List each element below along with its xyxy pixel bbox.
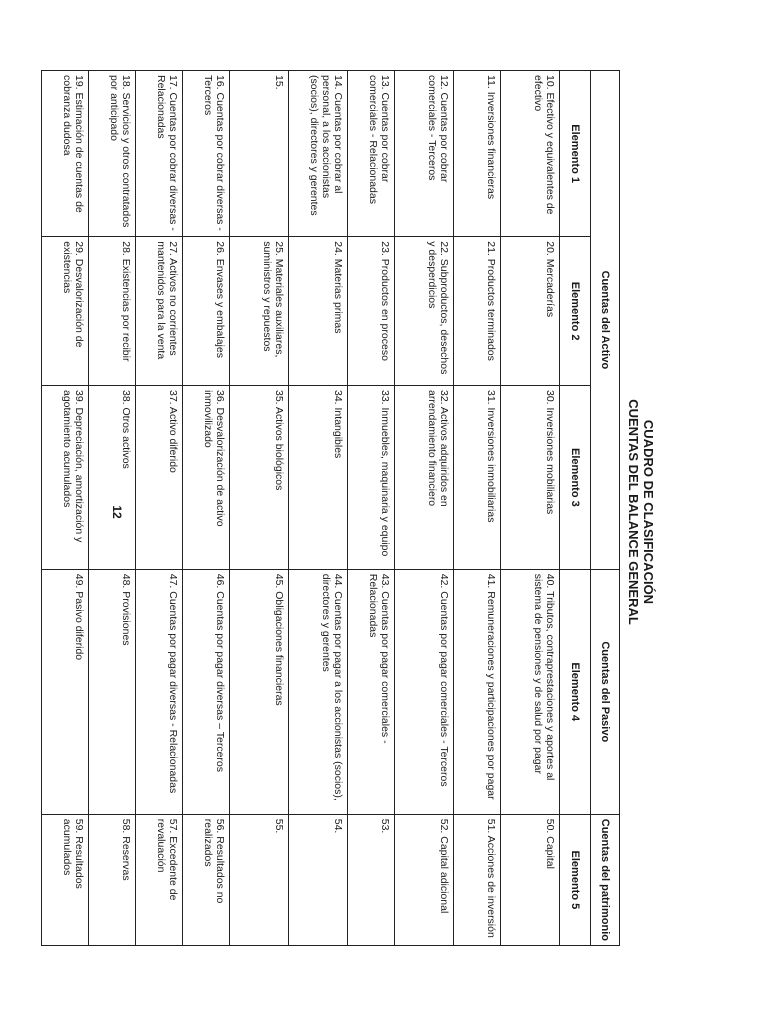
- table-cell: 22. Subproductos, desechos y desperdicios: [395, 237, 454, 386]
- table-cell: 27. Activos no corrientes mantenidos para la venta: [136, 237, 183, 386]
- table-cell: 33. Inmuebles, maquinaria y equipo: [348, 386, 395, 570]
- table-row: [183, 71, 230, 946]
- table-cell: 29. Desvalorización de existencias: [42, 237, 89, 386]
- table-cell: 10. Efectivo y equivalentes de efectivo: [501, 71, 560, 237]
- table-cell: 56. Resultados no realizados: [183, 814, 230, 945]
- element-header-row: [560, 71, 591, 946]
- table-cell: 17. Cuentas por cobrar diversas - Relacionadas: [136, 71, 183, 237]
- table-cell: 48. Provisiones: [89, 569, 136, 814]
- table-cell: 57. Excedente de revaluación: [136, 814, 183, 945]
- table-cell: 47. Cuentas por pagar diversas - Relacionadas: [136, 569, 183, 814]
- element-5-header: Elemento 5: [560, 814, 591, 945]
- group-activo: Cuentas del Activo: [591, 71, 620, 570]
- table-cell: 59. Resultados acumulados: [42, 814, 89, 945]
- table-cell: 43. Cuentas por pagar comerciales - Relacionadas: [348, 569, 395, 814]
- table-cell: 32. Activos adquiridos en arrendamiento financiero: [395, 386, 454, 570]
- table-cell: 42. Cuentas por pagar comerciales - Terceros: [395, 569, 454, 814]
- table-row: [289, 71, 348, 946]
- element-4-header: Elemento 4: [560, 569, 591, 814]
- table-cell: 49. Pasivo diferido: [42, 569, 89, 814]
- table-cell: 19. Estimación de cuentas de cobranza dudosa: [42, 71, 89, 237]
- table-cell: 51. Acciones de inversión: [454, 814, 501, 945]
- table-cell: 35. Activos biológicos: [230, 386, 289, 570]
- element-3-header: Elemento 3: [560, 386, 591, 570]
- table-cell: 55.: [230, 814, 289, 945]
- table-cell: 53.: [348, 814, 395, 945]
- table-row: [395, 71, 454, 946]
- document-title: [626, 62, 656, 962]
- table-row: [501, 71, 560, 946]
- table-row: [454, 71, 501, 946]
- group-pasivo: Cuentas del Pasivo: [591, 569, 620, 814]
- title-line-2: CUENTAS DEL BALANCE GENERAL: [626, 399, 641, 625]
- landscape-page: [58, 62, 658, 962]
- group-header-row: [591, 71, 620, 946]
- table-cell: 41. Remuneraciones y participaciones por pagar: [454, 569, 501, 814]
- table-cell: 39. Depreciación, amortización y agotamiento acumulados: [42, 386, 89, 570]
- table-cell: 21. Productos terminados: [454, 237, 501, 386]
- group-patrimonio: Cuentas del patrimonio: [591, 814, 620, 945]
- table-cell: 25. Materiales auxiliares, suministros y repuestos: [230, 237, 289, 386]
- table-cell: 52. Capital adicional: [395, 814, 454, 945]
- table-cell: 37. Activo diferido: [136, 386, 183, 570]
- table-cell: 16. Cuentas por cobrar diversas - Terceros: [183, 71, 230, 237]
- table-cell: 44. Cuentas por pagar a los accionistas (socios), directores y gerentes: [289, 569, 348, 814]
- table-cell: 15.: [230, 71, 289, 237]
- table-row: [136, 71, 183, 946]
- table-cell: 45. Obligaciones financieras: [230, 569, 289, 814]
- table-cell: 13. Cuentas por cobrar comerciales - Relacionadas: [348, 71, 395, 237]
- table-cell: 24. Materias primas: [289, 237, 348, 386]
- classification-table: [41, 70, 620, 946]
- table-cell: 40. Tributos, contraprestaciones y aportes al sistema de pensiones y de salud por pagar: [501, 569, 560, 814]
- table-cell: 26. Envases y embalajes: [183, 237, 230, 386]
- table-cell: 46. Cuentas por pagar diversas – Terceros: [183, 569, 230, 814]
- table-cell: 30. Inversiones mobiliarias: [501, 386, 560, 570]
- table-cell: 18. Servicios y otros contratados por anticipado: [89, 71, 136, 237]
- table-cell: 14. Cuentas por cobrar al personal, a los accionistas (socios), directores y gerentes: [289, 71, 348, 237]
- title-line-1: CUADRO DE CLASIFICACIÓN: [641, 419, 656, 605]
- table-cell: 54.: [289, 814, 348, 945]
- page-number: 12: [110, 505, 124, 519]
- table-cell: 58. Reservas: [89, 814, 136, 945]
- table-cell: 28. Existencias por recibir: [89, 237, 136, 386]
- table-cell: 31. Inversiones inmobiliarias: [454, 386, 501, 570]
- table-row: [42, 71, 89, 946]
- table-cell: 38. Otros activos: [89, 386, 136, 570]
- table-cell: 20. Mercaderías: [501, 237, 560, 386]
- table-cell: 36. Desvalorización de activo inmovilizado: [183, 386, 230, 570]
- table-cell: 11. Inversiones financieras: [454, 71, 501, 237]
- element-2-header: Elemento 2: [560, 237, 591, 386]
- table-row: [230, 71, 289, 946]
- table-cell: 12. Cuentas por cobrar comerciales - Terceros: [395, 71, 454, 237]
- table-cell: 50. Capital: [501, 814, 560, 945]
- table-row: [348, 71, 395, 946]
- table-cell: 34. Intangibles: [289, 386, 348, 570]
- table-cell: 23. Productos en proceso: [348, 237, 395, 386]
- element-1-header: Elemento 1: [560, 71, 591, 237]
